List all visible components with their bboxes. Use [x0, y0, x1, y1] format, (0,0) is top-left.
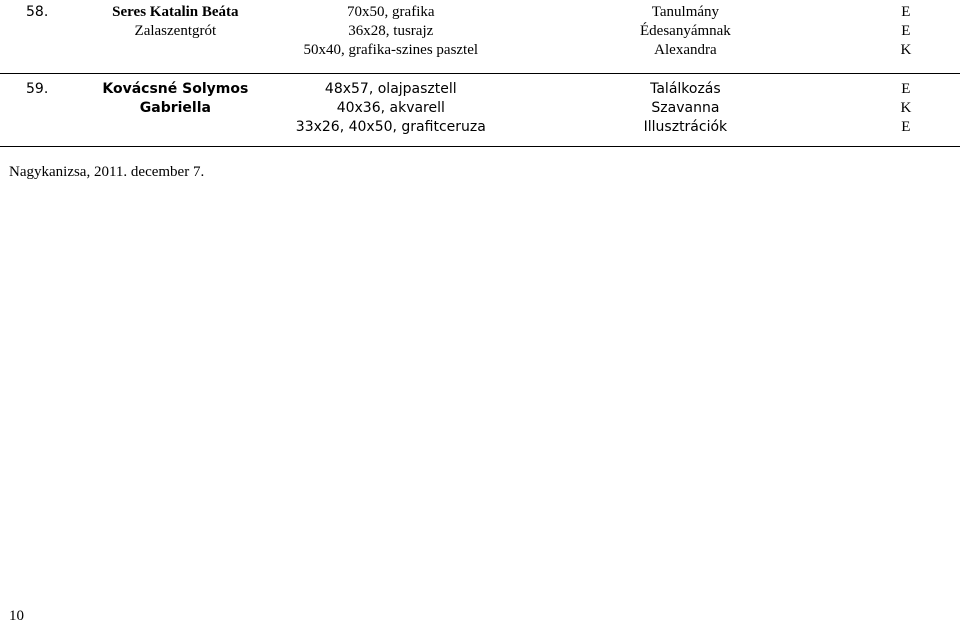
artist-name: Kovácsné Solymos	[102, 81, 249, 97]
media-line: 40x36, akvarell	[336, 100, 445, 116]
media-cell	[263, 0, 520, 74]
artist-cell	[88, 0, 262, 74]
title-line: Találkozás	[650, 81, 721, 97]
artist-name-continued: Gabriella	[139, 100, 211, 116]
entry-number: 58.	[0, 0, 88, 74]
code-line: E	[901, 119, 911, 135]
artist-name: Seres Katalin Beáta	[112, 4, 239, 20]
artist-cell	[88, 74, 262, 147]
title-line: Tanulmány	[651, 4, 720, 20]
titles-cell	[519, 74, 852, 147]
code-line: E	[901, 4, 911, 20]
table-row	[0, 0, 960, 74]
titles-cell	[519, 0, 852, 74]
codes-cell	[852, 0, 960, 74]
media-cell	[263, 74, 520, 147]
title-line: Szavanna	[651, 100, 720, 116]
media-line: 33x26, 40x50, grafitceruza	[295, 119, 486, 135]
codes-cell	[852, 74, 960, 147]
media-line: 50x40, grafika-szines pasztel	[303, 42, 479, 58]
media-line: 48x57, olajpasztell	[324, 81, 457, 97]
page-number: 10	[9, 608, 24, 624]
code-line: E	[901, 81, 911, 97]
title-line: Illusztrációk	[643, 119, 728, 135]
title-line: Édesanyámnak	[640, 23, 731, 39]
entry-number: 59.	[0, 74, 88, 147]
artist-city: Zalaszentgrót	[134, 23, 217, 39]
media-line: 70x50, grafika	[347, 4, 435, 20]
closing-date-line: Nagykanizsa, 2011. december 7.	[9, 164, 205, 180]
code-line: E	[901, 23, 911, 39]
media-line: 36x28, tusrajz	[348, 23, 434, 39]
table-row	[0, 74, 960, 147]
entries-table	[0, 0, 960, 147]
code-line: K	[900, 100, 912, 116]
title-line: Alexandra	[654, 42, 717, 58]
code-line: K	[900, 42, 912, 58]
